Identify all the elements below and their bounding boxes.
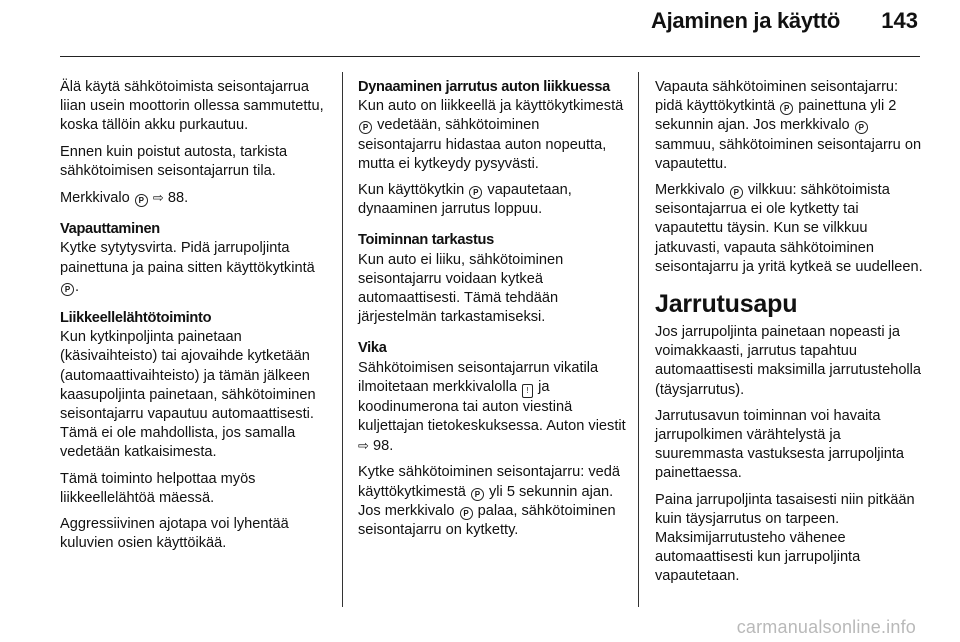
page-header-title: Ajaminen ja käyttö — [651, 8, 840, 33]
page-reference: 98. — [372, 438, 394, 455]
section-heading-release: Vapauttaminen — [60, 221, 160, 238]
column-divider-right — [638, 72, 639, 607]
parking-brake-icon: P — [61, 283, 74, 296]
parking-brake-icon: P — [460, 507, 473, 520]
parking-brake-icon: P — [855, 121, 868, 134]
paragraph — [358, 181, 626, 219]
page-number: 143 — [881, 8, 918, 33]
paragraph: Jos jarrupoljinta painetaan nopeasti ja voimakkaasti, jarrutus tapahtuu automaattisesti maksimilla jarrutusteholla (täysjarrutus). — [655, 324, 922, 398]
paragraph — [358, 97, 626, 174]
paragraph — [358, 359, 626, 457]
paragraph-text: yli 5 sekunnin ajan. Jos merkkivalo — [358, 483, 614, 519]
paragraph — [60, 239, 328, 297]
page-reference: 88. — [167, 190, 189, 207]
watermark: carmanualsonline.info — [736, 617, 916, 637]
paragraph-text: Merkkivalo — [60, 190, 130, 207]
parking-brake-icon: P — [780, 102, 793, 115]
section-heading-function-check: Toiminnan tarkastus — [358, 232, 494, 249]
column-divider-left — [342, 72, 343, 607]
text-column-1 — [60, 78, 328, 560]
paragraph: Tämä toiminto helpottaa myös liikkeellelähtöä mäessä. — [60, 470, 256, 506]
parking-brake-icon: P — [471, 488, 484, 501]
paragraph-text: Vapauta sähkötoiminen seisontajarru: pidä käyttökytkintä — [655, 79, 899, 115]
paragraph-text: palaa, sähkötoiminen seisontajarru on kytketty. — [358, 502, 616, 539]
section-heading-fault: Vika — [358, 340, 387, 357]
section-heading-dynamic-braking: Dynaaminen jarrutus auton liikkuessa — [358, 79, 610, 95]
paragraph-text: Kun käyttökytkin — [358, 182, 465, 199]
paragraph: Jarrutusavun toiminnan voi havaita jarrupolkimen värähtelystä ja suuremmasta vastuksesta jarrupoljinta painettaessa. — [655, 407, 905, 482]
paragraph-text: Sähkötoimisen seisontajarrun vikatila ilmoitetaan merkkivalolla — [358, 359, 599, 395]
service-warning-icon: ! — [522, 384, 533, 398]
paragraph-text: vedetään, sähkötoiminen seisontajarru hidastaa auton nopeutta, mutta ei kytkeydy pysyvästi. — [358, 117, 607, 172]
section-heading-drive-away: Liikkeellelähtötoiminto — [60, 310, 212, 327]
paragraph-text: ja koodinumerona tai auton viestinä kuljettajan tietokeskuksessa. Auton viestit — [358, 378, 626, 435]
paragraph — [60, 188, 328, 208]
paragraph-text: vapautetaan, dynaaminen jarrutus loppuu. — [358, 182, 572, 218]
paragraph-text: sammuu, sähkötoiminen seisontajarru on vapautettu. — [655, 136, 922, 172]
paragraph — [655, 78, 925, 174]
parking-brake-icon: P — [469, 186, 482, 199]
paragraph — [358, 463, 626, 540]
parking-brake-icon: P — [359, 121, 372, 134]
paragraph: Älä käytä sähkötoimista seisontajarrua liian usein moottorin ollessa sammutettu, koska tällöin akku purkautuu. — [60, 79, 324, 134]
parking-brake-icon: P — [730, 186, 743, 199]
section-title-brake-assist: Jarrutusapu — [655, 290, 798, 319]
paragraph: Paina jarrupoljinta tasaisesti niin pitkään kuin täysjarrutus on tarpeen. Maksimijarrutusteho vähenee automaattisesti kun jarrupoljinta vapautetaan. — [655, 491, 915, 585]
paragraph-text: Kun auto on liikkeellä ja käyttökytkimestä — [358, 98, 624, 115]
ref-arrow-icon: ⇨ — [358, 438, 369, 454]
ref-arrow-icon: ⇨ — [152, 190, 164, 206]
text-column-2 — [358, 78, 626, 547]
paragraph: Aggressiivinen ajotapa voi lyhentää kuluvien osien käyttöikää. — [60, 516, 289, 552]
text-column-3 — [655, 78, 925, 594]
paragraph-text: Kytke sytytysvirta. Pidä jarrupoljinta painettuna ja paina sitten käyttökytkintä — [60, 240, 315, 276]
paragraph-text: Merkkivalo — [655, 182, 725, 199]
paragraph-text: painettuna yli 2 sekunnin ajan. Jos merkkivalo — [655, 98, 897, 134]
paragraph-text: vilkkuu: sähkötoimista seisontajarrua ei ole kytketty tai vapautettu täysin. Kun se vilkkuu jatkuvasti, vapauta sähkötoiminen seisontajarru ja yritä kytkeä se uudelleen. — [655, 182, 923, 275]
paragraph-text: Kytke sähkötoiminen seisontajarru: vedä käyttökytkimestä — [358, 464, 621, 500]
paragraph-text: . — [75, 278, 80, 295]
paragraph: Ennen kuin poistut autosta, tarkista sähkötoimisen seisontajarrun tila. — [60, 143, 288, 179]
paragraph — [655, 181, 925, 277]
paragraph: Kun auto ei liiku, sähkötoiminen seisontajarru voidaan kytkeä automaattisesti. Tämä tehdään järjestelmän tarkastamiseksi. — [358, 251, 564, 326]
header-divider — [60, 56, 920, 57]
paragraph: Kun kytkinpoljinta painetaan (käsivaihteisto) tai ajovaihde kytketään (automaattivaihteisto) ja tämän jälkeen kaasupoljinta painetaan, sähkötoiminen seisontajarru vapautuu automaattisesti. Tämä ei ole mahdollista, jos samalla vedetään katkaisimesta. — [60, 329, 316, 461]
parking-brake-icon: P — [135, 194, 148, 207]
